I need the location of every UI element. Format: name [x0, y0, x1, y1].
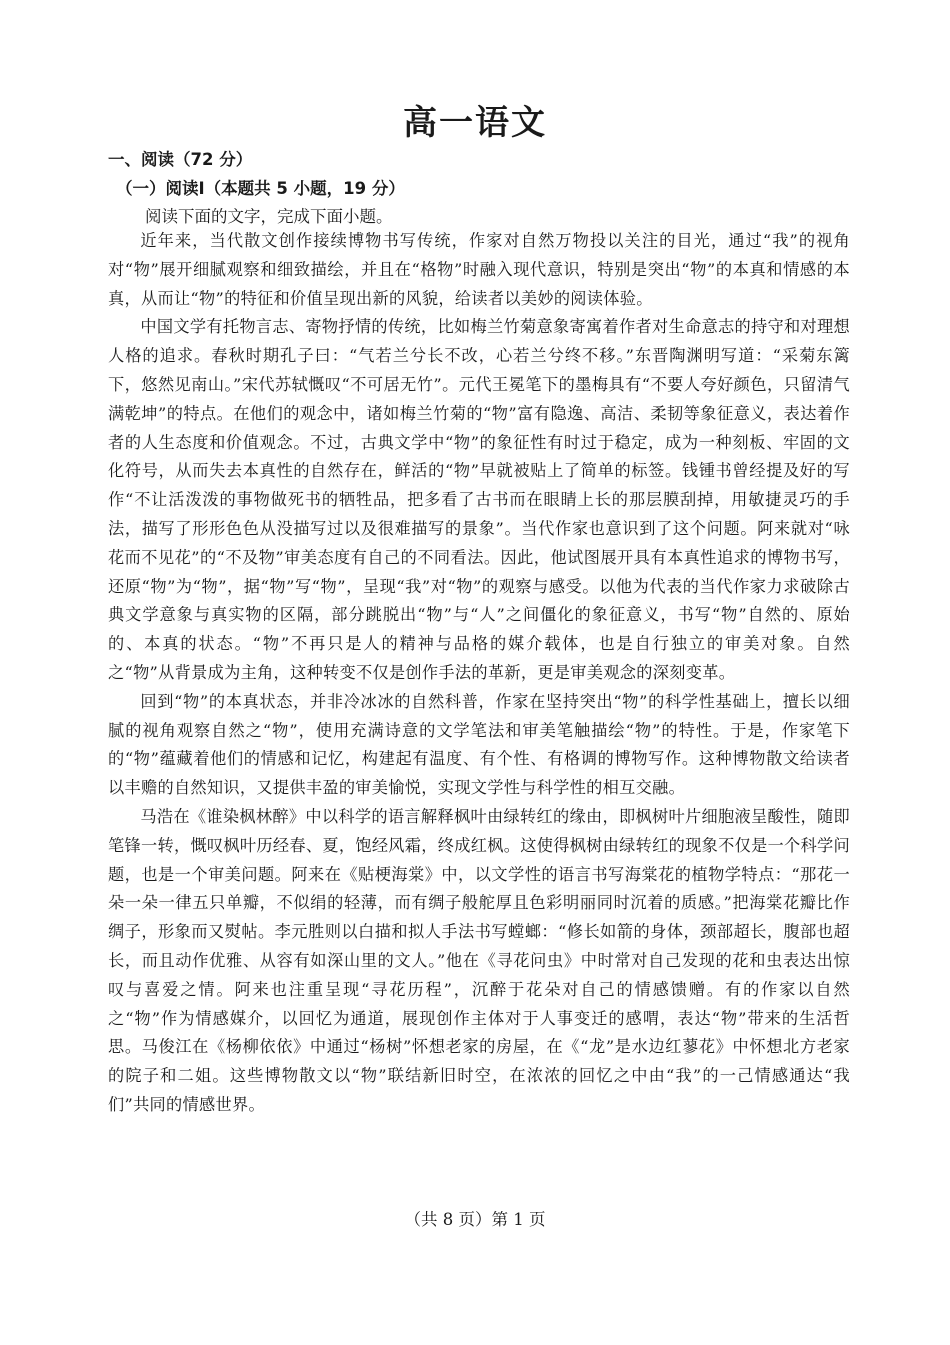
passage-paragraph-4: 马浩在《谁染枫林醉》中以科学的语言解释枫叶由绿转红的缘由，即枫树叶片细胞液呈酸性，随即笔锋一转，慨叹枫叶历经春、夏，饱经风霜，终成红枫。这使得枫树由绿转红的现象不仅是一个科学问题，也是一个审美问题。阿来在《贴梗海棠》中，以文学性的语言书写海棠花的植物学特点：“那花一朵一朵一律五只单瓣，不似绢的轻薄，而有绸子般舵厚且色彩明丽同时沉着的质感。”把海棠花瓣比作绸子，形象而又熨帖。李元胜则以白描和拟人手法书写螳螂：“修长如箭的身体，颈部超长，腹部也超长，而且动作优雅、从容有如深山里的文人。”他在《寻花问虫》中时常对自己发现的花和虫表达出惊叹与喜爱之情。阿来也注重呈现“寻花历程”，沉醉于花朵对自己的情感馈赠。有的作家以自然之“物”作为情感媒介，以回忆为通道，展现创作主体对于人事变迁的感喟，表达“物”带来的生活哲思。马俊江在《杨柳依依》中通过“杨树”怀想老家的房屋，在《“龙”是水边红蓼花》中怀想北方老家的院子和二姐。这些博物散文以“物”联结新旧时空，在浓浓的回忆之中由“我”的一己情感通达“我们”共同的情感世界。: [108, 806, 850, 1114]
passage-paragraph-1: 近年来，当代散文创作接续博物书写传统，作家对自然万物投以关注的目光，通过“我”的视角对“物”展开细腻观察和细致描绘，并且在“格物”时融入现代意识，特别是突出“物”的本真和情感的本真，从而让“物”的特征和价值呈现出新的风貌，给读者以美妙的阅读体验。: [108, 231, 850, 308]
page-footer: （共 8 页）第 1 页: [404, 1210, 546, 1229]
passage-paragraph-3: 回到“物”的本真状态，并非冷冰冰的自然科普，作家在坚持突出“物”的科学性基础上，擅长以细腻的视角观察自然之“物”，使用充满诗意的文学笔法和审美笔触描绘“物”的特性。于是，作家笔下的“物”蕴藏着他们的情感和记忆，构建起有温度、有个性、有格调的博物写作。这种博物散文给读者以丰赡的自然知识，又提供丰盈的审美愉悦，实现文学性与科学性的相互交融。: [108, 691, 850, 798]
section-heading: 一、阅读（72 分）: [108, 150, 253, 169]
reading-passage: [108, 227, 850, 1120]
passage-paragraph-2: 中国文学有托物言志、寄物抒情的传统，比如梅兰竹菊意象寄寓着作者对生命意志的持守和对理想人格的追求。春秋时期孔子曰：“气若兰兮长不改，心若兰兮终不移。”东晋陶渊明写道：“采菊东篱下，悠然见南山。”宋代苏轼慨叹“不可居无竹”。元代王冕笔下的墨梅具有“不要人夸好颜色，只留清气满乾坤”的特点。在他们的观念中，诸如梅兰竹菊的“物”富有隐逸、高洁、柔韧等象征意义，表达着作者的人生态度和价值观念。不过，古典文学中“物”的象征性有时过于稳定，成为一种刻板、牢固的文化符号，从而失去本真性的自然存在，鲜活的“物”早就被贴上了简单的标签。钱锺书曾经提及好的写作“不让活泼泼的事物做死书的牺牲品，把多看了古书而在眼睛上长的那层膜刮掉，用敏捷灵巧的手法，描写了形形色色从没描写过以及很难描写的景象”。当代作家也意识到了这个问题。阿来就对“咏花而不见花”的“不及物”审美态度有自己的不同看法。因此，他试图展开具有本真性追求的博物书写，还原“物”为“物”，据“物”写“物”，呈现“我”对“物”的观察与感受。以他为代表的当代作家力求破除古典文学意象与真实物的区隔，部分跳脱出“物”与“人”之间僵化的象征意义，书写“物”自然的、原始的、本真的状态。“物”不再只是人的精神与品格的媒介载体，也是自行独立的审美对象。自然之“物”从背景成为主角，这种转变不仅是创作手法的革新，更是审美观念的深刻变革。: [108, 317, 850, 682]
page-title: 高一语文: [403, 103, 547, 143]
subsection-heading: （一）阅读I（本题共 5 小题，19 分）: [116, 179, 405, 198]
reading-instruction: 阅读下面的文字，完成下面小题。: [145, 207, 393, 226]
